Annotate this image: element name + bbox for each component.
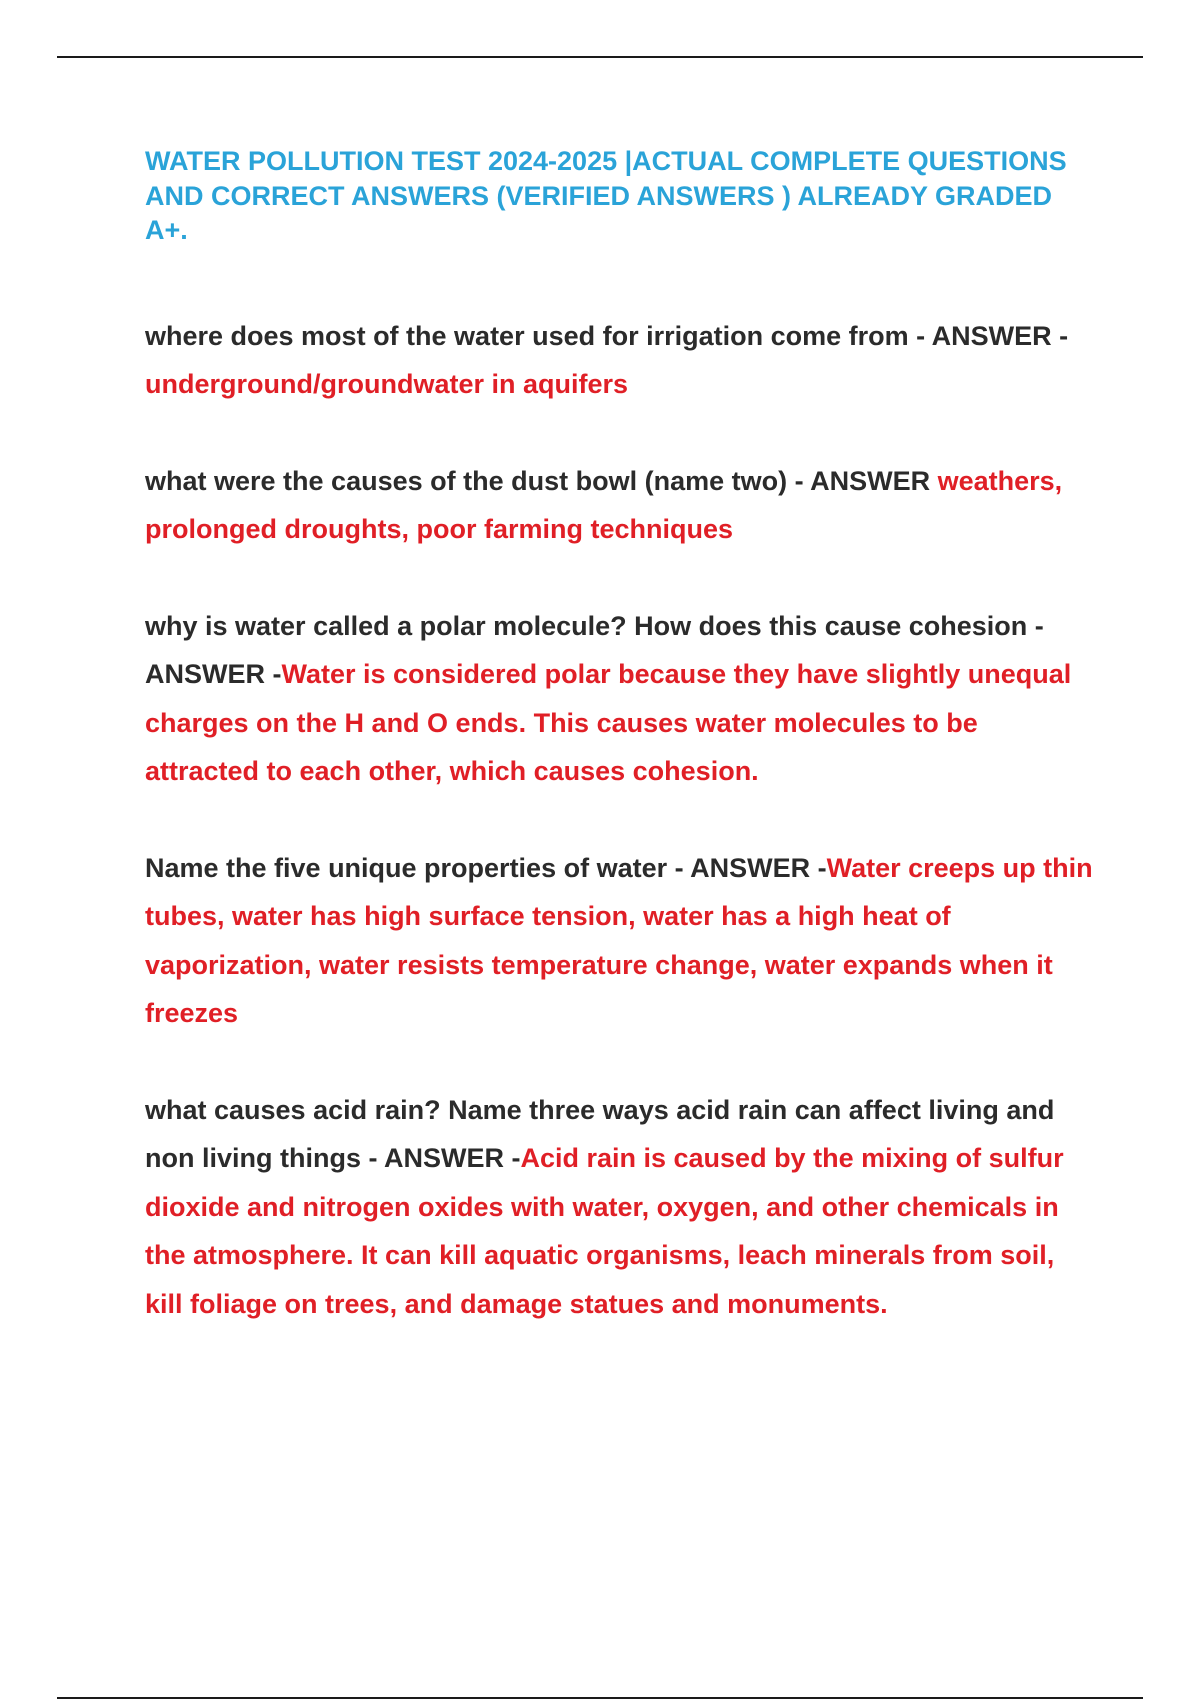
- answer-text: underground/groundwater in aquifers: [145, 369, 629, 399]
- qa-item-dust-bowl: [145, 457, 1095, 554]
- question-text: Name the five unique properties of water - ANSWER -: [145, 852, 827, 883]
- answer-text: Water is considered polar because they have slightly unequal charges on the H and O ends. This causes water molecules to be attracted to each other, which causes cohesion.: [145, 659, 1072, 786]
- qa-item-irrigation: [145, 312, 1095, 409]
- question-text: what causes acid rain? Name three ways acid rain can affect living and non living things - ANSWER -: [145, 1094, 1055, 1173]
- qa-item-polar-molecule: [145, 602, 1095, 796]
- document-body: [145, 144, 1095, 1328]
- bottom-divider: [57, 1697, 1143, 1699]
- answer-text: Water creeps up thin tubes, water has high surface tension, water has a high heat of vaporization, water resists temperature change, water expands when it freezes: [145, 852, 1093, 1028]
- document-title: WATER POLLUTION TEST 2024-2025 |ACTUAL COMPLETE QUESTIONS AND CORRECT ANSWERS (VERIFIED ANSWERS ) ALREADY GRADED A+.: [145, 146, 1067, 245]
- question-text: why is water called a polar molecule? How does this cause cohesion - ANSWER -: [145, 610, 1044, 689]
- question-text: what were the causes of the dust bowl (name two) - ANSWER: [145, 465, 938, 496]
- answer-text: Acid rain is caused by the mixing of sulfur dioxide and nitrogen oxides with water, oxygen, and other chemicals in the atmosphere. It can kill aquatic organisms, leach minerals from soil, kill foliage on trees, and damage statues and monuments.: [145, 1143, 1064, 1319]
- answer-text: weathers, prolonged droughts, poor farming techniques: [145, 465, 1063, 544]
- top-divider: [57, 56, 1143, 58]
- question-text: where does most of the water used for irrigation come from - ANSWER -: [145, 320, 1069, 351]
- qa-item-water-properties: [145, 844, 1095, 1038]
- qa-item-acid-rain: [145, 1086, 1095, 1329]
